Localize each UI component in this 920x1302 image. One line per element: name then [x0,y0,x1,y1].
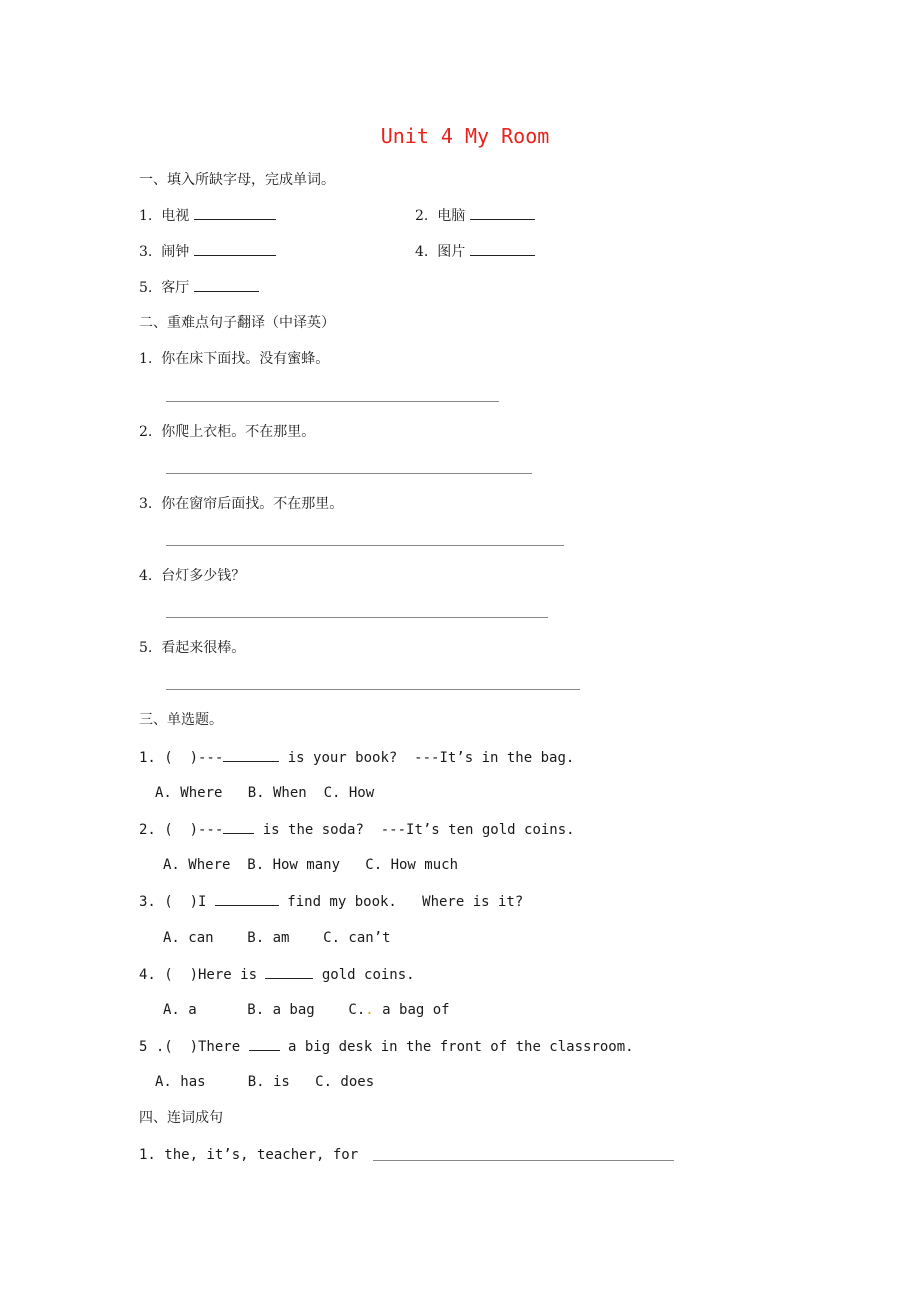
answer-blank[interactable] [194,241,276,256]
item-num: 1. [139,351,153,367]
translate-item-5 [139,638,245,658]
question-4 [139,964,415,985]
translation-answer-line[interactable] [166,689,580,690]
item-num: 2. [139,424,153,440]
question-5-options: A. has B. is C. does [155,1074,375,1090]
question-stem: is the soda? ---It’s ten gold coins. [254,822,575,838]
vocab-word: 客厅 [161,280,190,296]
question-stem: a big desk in the front of the classroom. [279,1039,634,1055]
translate-item-2 [139,422,315,442]
translation-answer-line[interactable] [166,401,499,402]
item-text: 看起来很棒。 [161,640,246,656]
section2-heading: 二、重难点句子翻译（中译英） [139,315,335,331]
vocab-word: 电脑 [437,208,466,224]
section1-heading: 一、填入所缺字母，完成单词。 [139,172,335,188]
vocab-item-4 [415,241,535,262]
option-dot: . [365,1002,374,1018]
translate-item-1 [139,349,329,369]
vocab-item-3 [139,241,276,262]
question-5 [139,1036,634,1057]
answer-blank[interactable] [223,819,254,834]
option-text: A. a B. a bag C. [163,1002,366,1018]
question-stem: 4. ( )Here is [139,967,266,983]
question-stem: 2. ( )--- [139,822,224,838]
translation-answer-line[interactable] [166,545,564,546]
vocab-item-1 [139,205,276,226]
item-text: 你在床下面找。没有蜜蜂。 [161,351,330,367]
translate-item-3 [139,494,343,514]
item-text: 你在窗帘后面找。不在那里。 [161,496,344,512]
vocab-word: 图片 [437,244,466,260]
option-text: a bag of [373,1002,450,1018]
answer-blank[interactable] [194,205,276,220]
vocab-num: 5. [139,280,153,296]
question-3-options: A. can B. am C. can’t [163,930,391,946]
vocab-num: 3. [139,244,153,260]
answer-blank[interactable] [215,891,279,906]
vocab-word: 电视 [161,208,190,224]
translate-item-4 [139,566,245,586]
question-stem: is your book? ---It’s in the bag. [279,750,575,766]
answer-blank[interactable] [470,241,535,256]
translation-answer-line[interactable] [166,473,532,474]
item-num: 3. [139,496,153,512]
question-stem: 1. ( )--- [139,750,224,766]
answer-blank[interactable] [265,964,313,979]
section3-heading: 三、单选题。 [139,712,223,728]
question-4-options [163,1000,450,1020]
question-3 [139,891,523,912]
question-2 [139,819,575,840]
question-stem: gold coins. [313,967,415,983]
page-title: Unit 4 My Room [380,124,550,148]
vocab-word: 闹钟 [161,244,190,260]
item-num: 4. [139,568,153,584]
question-2-options: A. Where B. How many C. How much [163,857,459,873]
answer-blank[interactable] [249,1036,280,1051]
question-stem: 5 .( )There [139,1039,249,1055]
answer-blank[interactable] [470,205,535,220]
vocab-item-2 [415,205,535,226]
vocab-num: 1. [139,208,153,224]
answer-blank[interactable] [194,277,259,292]
vocab-num: 2. [415,208,429,224]
vocab-item-5 [139,277,259,298]
answer-blank[interactable] [223,747,279,762]
vocab-num: 4. [415,244,429,260]
question-stem: find my book. Where is it? [278,894,524,910]
item-text: 台灯多少钱？ [161,568,246,584]
question-1 [139,747,574,768]
sentence-item-1: 1. the, it’s, teacher, for [139,1147,359,1163]
sentence-answer-line[interactable] [373,1160,674,1161]
item-num: 5. [139,640,153,656]
item-text: 你爬上衣柜。不在那里。 [161,424,316,440]
translation-answer-line[interactable] [166,617,548,618]
section4-heading: 四、连词成句 [139,1110,223,1126]
question-stem: 3. ( )I [139,894,215,910]
question-1-options: A. Where B. When C. How [155,785,375,801]
